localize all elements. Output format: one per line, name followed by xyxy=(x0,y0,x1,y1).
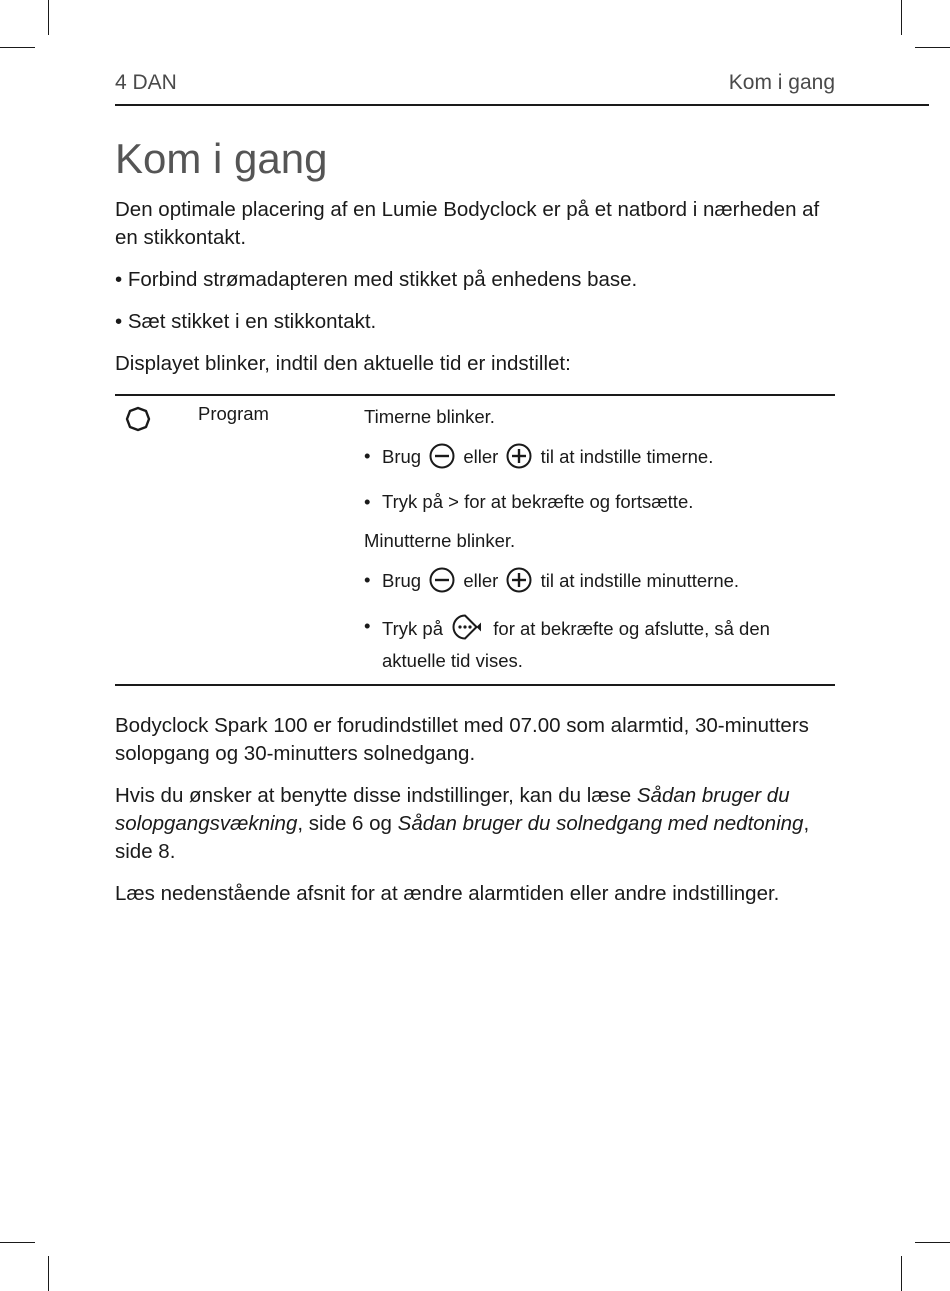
step-table xyxy=(115,394,835,686)
minutes-heading: Minutterne blinker. xyxy=(364,530,516,551)
header-rule xyxy=(115,104,929,106)
crop-mark xyxy=(48,0,49,35)
minus-button-icon xyxy=(429,567,455,600)
list-item: • Tryk på > for at bekræfte og fortsætte. xyxy=(364,491,694,512)
reference-sunset: Sådan bruger du solnedgang med nedtoning xyxy=(397,812,804,835)
list-item: • Tryk på for at bekræfte og afslutte, så den aktuelle tid vises. xyxy=(364,615,770,671)
crop-mark xyxy=(901,1256,902,1291)
crop-mark xyxy=(915,47,950,48)
page-title: Kom i gang xyxy=(115,135,328,182)
page-content xyxy=(115,132,840,922)
crop-mark xyxy=(915,1242,950,1243)
list-item: • Forbind strømadapteren med stikket på enhedens base. xyxy=(115,268,638,291)
closing-text: Læs nedenstående afsnit for at ændre alarmtiden eller andre indstillinger. xyxy=(115,882,780,905)
crop-mark xyxy=(48,1256,49,1291)
preset-note: Bodyclock Spark 100 er forudindstillet med 07.00 som alarmtid, 30-minutters solopgang og 30-minutters solnedgang. xyxy=(115,714,809,765)
reference-sunrise: Sådan bruger du solopgangsvækning xyxy=(115,784,790,835)
minus-button-icon xyxy=(429,443,455,476)
list-item: • Brug eller til at indstille minutterne. xyxy=(364,567,835,600)
running-header xyxy=(115,71,835,97)
menu-confirm-button-icon xyxy=(451,613,485,648)
hours-heading: Timerne blinker. xyxy=(364,406,495,427)
crop-mark xyxy=(0,1242,35,1243)
section-label: Kom i gang xyxy=(728,71,835,94)
display-note: Displayet blinker, indtil den aktuelle tid er indstillet: xyxy=(115,352,571,375)
list-item: • Brug eller til at indstille timerne. xyxy=(364,443,835,476)
button-name: Program xyxy=(198,403,269,424)
step-descriptions xyxy=(364,404,835,674)
intro-text: Den optimale placering af en Lumie Bodyclock er på et natbord i nærheden af en stikkontakt. xyxy=(115,198,820,249)
plus-button-icon xyxy=(506,443,532,476)
reference-text: Hvis du ønsker at benytte disse indstillinger, kan du læse Sådan bruger du solopgangsvækning, side 6 og Sådan bruger du solnedgang med nedtoning, side 8. xyxy=(115,784,810,863)
page-label: 4 DAN xyxy=(115,71,177,94)
plus-button-icon xyxy=(506,567,532,600)
crop-mark xyxy=(0,47,35,48)
crop-mark xyxy=(901,0,902,35)
program-button-icon xyxy=(125,406,151,437)
list-item: • Sæt stikket i en stikkontakt. xyxy=(115,310,377,333)
